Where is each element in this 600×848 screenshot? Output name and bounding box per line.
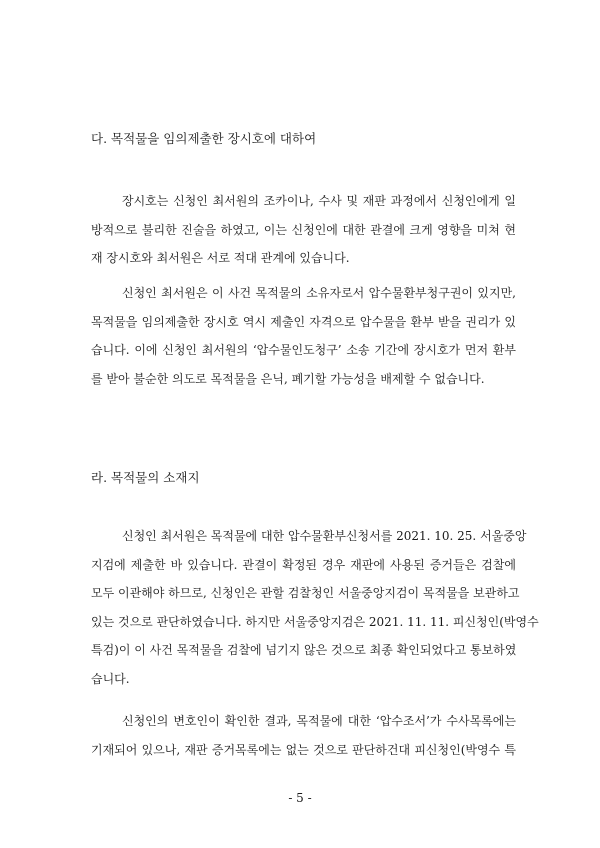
text-line: 있는 것으로 판단하였습니다. 하지만 서울중앙지검은 2021. 11. 11. 피신청인(박영수 <box>91 614 539 629</box>
section-heading-ra: 라. 목적물의 소재지 <box>91 470 200 485</box>
page-number: - 5 - <box>288 791 312 805</box>
paragraph-ra-2 <box>91 707 516 764</box>
text-line: 신청인 최서원은 이 사건 목적물의 소유자로서 압수물환부청구권이 있지만, <box>122 286 516 300</box>
text-line: 습니다. 이에 신청인 최서원의 ‘압수물인도청구’ 소송 기간에 장시호가 먼저 환부 <box>91 343 516 358</box>
text-line: 신청인 최서원은 목적물에 대한 압수물환부신청서를 2021. 10. 25. 서울중앙 <box>122 529 527 543</box>
text-line: 신청인의 변호인이 확인한 결과, 목적물에 대한 ‘압수조서’가 수사목록에는 <box>122 714 516 728</box>
section-heading-da: 다. 목적물을 임의제출한 장시호에 대하여 <box>91 131 317 146</box>
paragraph-da-2 <box>91 279 516 393</box>
paragraph-ra-1 <box>91 522 539 694</box>
text-line: 모두 이관해야 하므로, 신청인은 관할 검찰청인 서울중앙지검이 목적물을 보관하고 <box>91 586 520 601</box>
paragraph-da-1 <box>91 187 516 273</box>
text-line: 를 받아 불순한 의도로 목적물을 은닉, 폐기할 가능성을 배제할 수 없습니다. <box>91 371 485 386</box>
text-line: 특검)이 이 사건 목적물을 검찰에 넘기지 않은 것으로 최종 확인되었다고 통보하였 <box>91 643 517 658</box>
text-line: 방적으로 불리한 진술을 하였고, 이는 신청인에 대한 관결에 크게 영향을 미쳐 현 <box>91 222 516 237</box>
text-line: 재 장시호와 최서원은 서로 적대 관계에 있습니다. <box>91 251 350 266</box>
text-line: 지검에 제출한 바 있습니다. 관결이 확정된 경우 재판에 사용된 증거들은 검찰에 <box>91 557 516 572</box>
text-line: 습니다. <box>91 671 130 686</box>
text-line: 목적물을 임의제출한 장시호 역시 제출인 자격으로 압수물을 환부 받을 권리가 있 <box>91 314 516 329</box>
text-line: 장시호는 신청인 최서원의 조카이나, 수사 및 재판 과정에서 신청인에게 일 <box>122 194 516 208</box>
text-line: 기재되어 있으나, 재판 증거목록에는 없는 것으로 판단하건대 피신청인(박영수 특 <box>91 742 516 757</box>
